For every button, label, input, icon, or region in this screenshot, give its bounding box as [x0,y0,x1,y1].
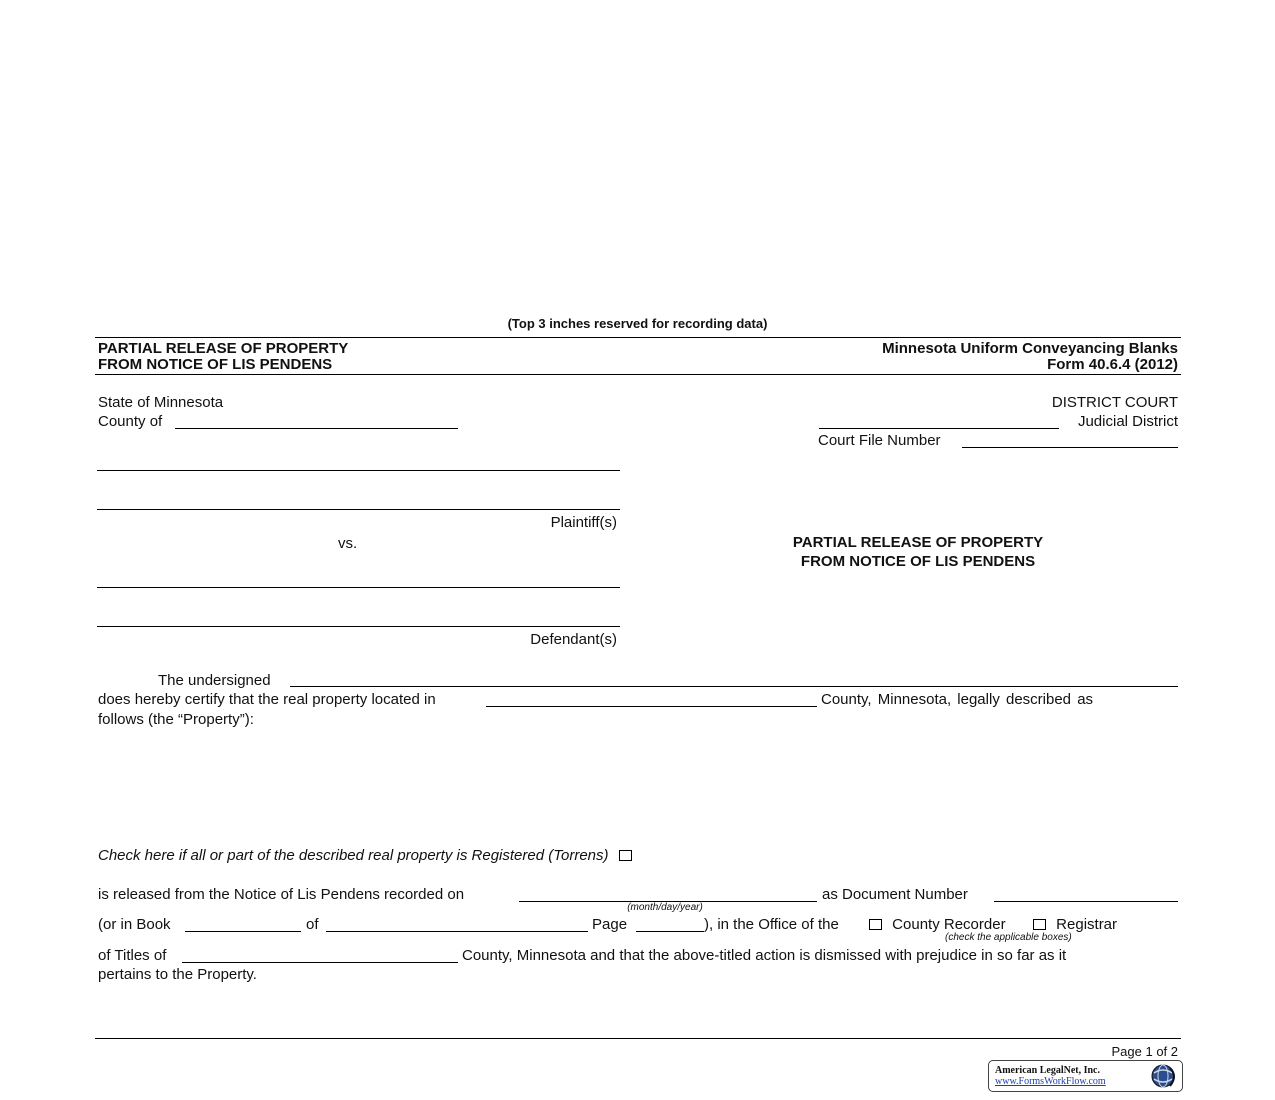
plaintiff-line-2[interactable] [97,509,620,510]
pertains-label: pertains to the Property. [98,966,257,983]
county-recorder-option [869,916,1006,933]
judicial-district-field[interactable] [819,428,1059,429]
globe-icon [1148,1063,1178,1089]
titles-suffix: County, Minnesota and that the above-titled action is dismissed with prejudice in so far as it [462,947,1067,964]
follows-label: follows (the “Property”): [98,711,254,728]
county-label: County of [98,413,163,430]
header-title-line2: FROM NOTICE OF LIS PENDENS [98,356,333,373]
county-recorder-label: County Recorder [892,916,1006,933]
registrar-checkbox[interactable] [1033,919,1046,930]
torrens-checkbox[interactable] [619,850,632,861]
judicial-district-label: Judicial District [1077,413,1178,430]
publisher-logo[interactable] [988,1060,1183,1092]
of-label: of [306,916,319,933]
office-label: ), in the Office of the [704,916,839,933]
logo-company: American LegalNet, Inc. [995,1065,1100,1076]
book-field[interactable] [185,931,301,932]
header-top-rule [95,337,1181,338]
vs-label: vs. [338,535,358,552]
document-number-field[interactable] [994,901,1178,902]
property-county-field[interactable] [486,706,817,707]
book-prefix: (or in Book [98,916,171,933]
defendant-line-2[interactable] [97,626,620,627]
torrens-check-label: Check here if all or part of the described real property is Registered (Torrens) [98,847,609,864]
undersigned-field[interactable] [290,686,1178,687]
torrens-check-row [98,847,632,864]
book-of-field[interactable] [326,931,588,932]
caption-title-line1: PARTIAL RELEASE OF PROPERTY [792,534,1044,551]
defendant-line-1[interactable] [97,587,620,588]
page-field[interactable] [636,931,704,932]
county-field[interactable] [175,428,458,429]
check-hint: (check the applicable boxes) [945,932,1072,943]
registrar-option [1033,916,1117,933]
court-file-number-field[interactable] [962,447,1178,448]
header-title-line1: PARTIAL RELEASE OF PROPERTY [98,340,349,357]
district-court-label: DISTRICT COURT [1051,394,1178,411]
titles-prefix: of Titles of [98,947,167,964]
court-file-label: Court File Number [818,432,941,449]
titles-county-field[interactable] [182,962,458,963]
undersigned-label: The undersigned [158,672,271,689]
doc-number-label: as Document Number [822,886,968,903]
footer-rule [95,1038,1181,1039]
plaintiff-label: Plaintiff(s) [550,514,617,531]
form-series: Minnesota Uniform Conveyancing Blanks [882,340,1178,357]
certify-prefix: does hereby certify that the real property located in [98,691,436,708]
page-label: Page [592,916,628,933]
certify-suffix: County, Minnesota, legally described as [821,691,1094,708]
registrar-label: Registrar [1056,916,1118,933]
plaintiff-line-1[interactable] [97,470,620,471]
county-recorder-checkbox[interactable] [869,919,882,930]
caption-title-line2: FROM NOTICE OF LIS PENDENS [800,553,1036,570]
recording-note: (Top 3 inches reserved for recording data) [507,316,768,331]
defendant-label: Defendant(s) [530,631,617,648]
released-prefix: is released from the Notice of Lis Pendens recorded on [98,886,465,903]
page-number: Page 1 of 2 [1111,1044,1178,1059]
header-bottom-rule [95,374,1181,375]
form-number: Form 40.6.4 (2012) [1047,356,1178,373]
logo-url[interactable]: www.FormsWorkFlow.com [995,1076,1106,1087]
date-hint: (month/day/year) [627,902,703,913]
state-label: State of Minnesota [98,394,224,411]
